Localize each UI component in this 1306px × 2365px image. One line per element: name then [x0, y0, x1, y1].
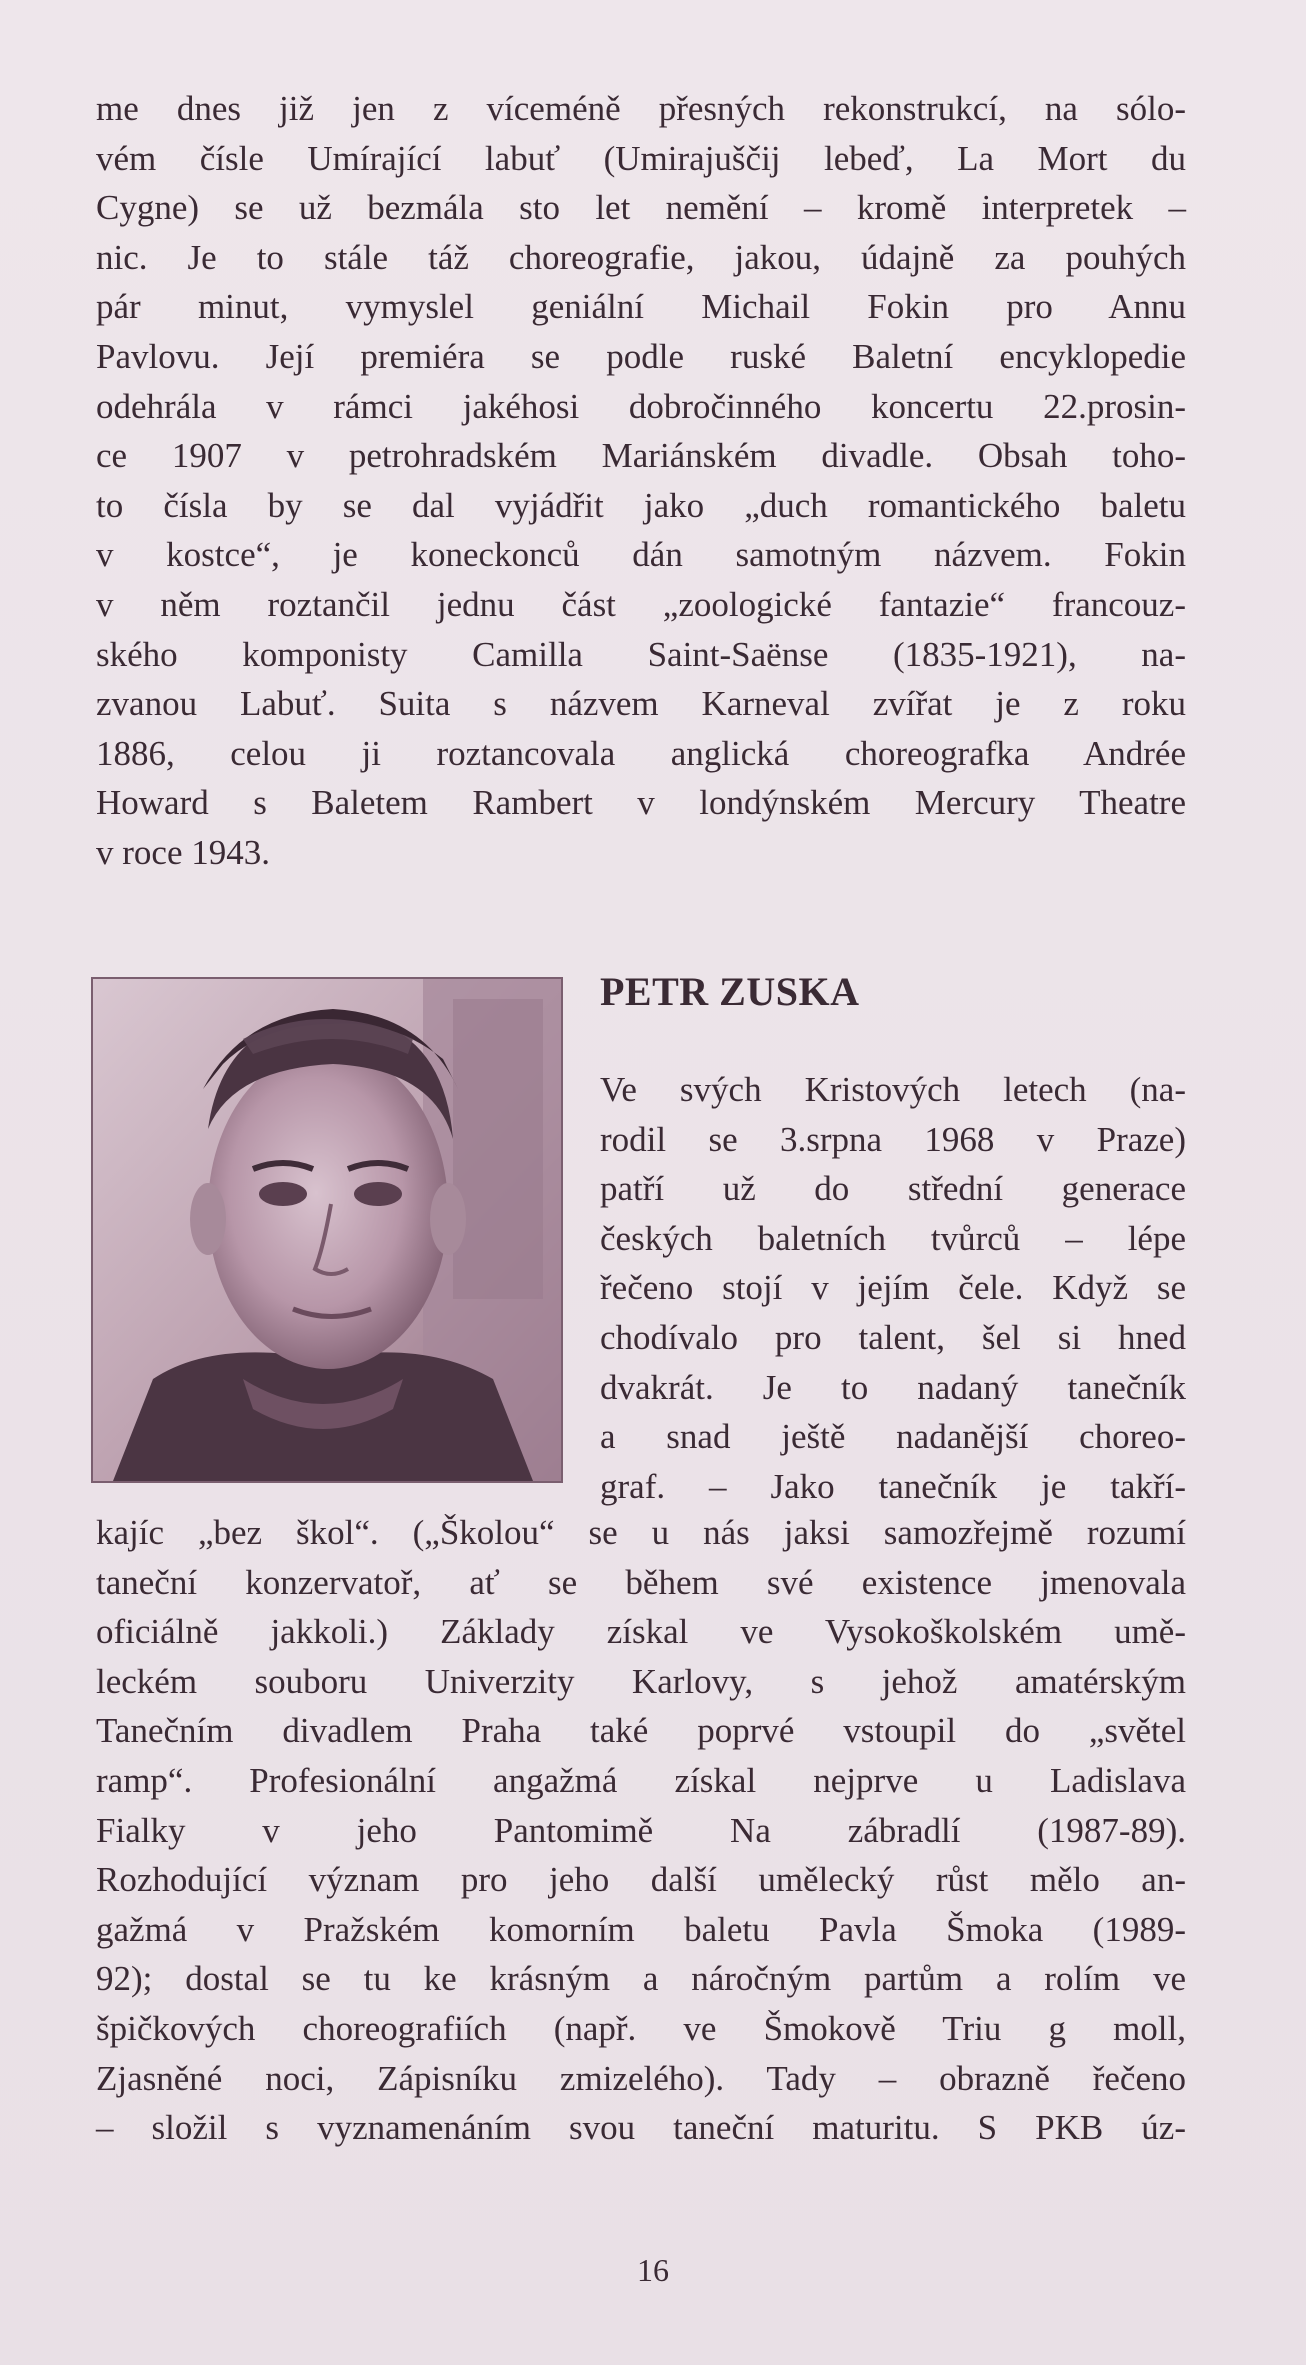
text-line: to čísla by se dal vyjádřit jako „duch romantického baletu [96, 485, 1186, 525]
intro-paragraph [96, 84, 1186, 878]
text-line: ramp“. Profesionální angažmá získal nejprve u Ladislava [96, 1760, 1186, 1800]
text-line: gažmá v Pražském komorním baletu Pavla Šmoka (1989- [96, 1909, 1186, 1949]
text-line: v něm roztančil jednu část „zoologické fantazie“ francouz- [96, 584, 1186, 624]
text-line: rodil se 3.srpna 1968 v Praze) [600, 1119, 1186, 1159]
text-line: oficiálně jakkoli.) Základy získal ve Vysokoškolském umě- [96, 1612, 1186, 1652]
text-line: Ve svých Kristových letech (na- [600, 1070, 1186, 1109]
text-line: ce 1907 v petrohradském Mariánském divadle. Obsah toho- [96, 436, 1186, 476]
portrait-illustration [93, 979, 561, 1481]
text-line: Pavlovu. Její premiéra se podle ruské Baletní encyklopedie [96, 336, 1186, 376]
text-line: nic. Je to stále táž choreografie, jakou, údajně za pouhých [96, 237, 1186, 277]
text-line: – složil s vyznamenáním svou taneční maturitu. S PKB úz- [96, 2108, 1186, 2148]
page-number: 16 [637, 2252, 669, 2288]
text-line: vém čísle Umírající labuť (Umirajuščij lebeď, La Mort du [96, 138, 1186, 178]
text-line: řečeno stojí v jejím čele. Když se [600, 1268, 1186, 1308]
text-line: pár minut, vymyslel geniální Michail Fokin pro Annu [96, 287, 1186, 327]
text-line: 92); dostal se tu ke krásným a náročným partům a rolím ve [96, 1959, 1186, 1999]
text-line: v kostce“, je koneckonců dán samotným názvem. Fokin [96, 535, 1186, 575]
text-line: Cygne) se už bezmála sto let nemění – kromě interpretek – [96, 188, 1186, 228]
text-line: leckém souboru Univerzity Karlovy, s jehož amatérským [96, 1661, 1186, 1701]
text-line: taneční konzervatoř, ať se během své existence jmenovala [96, 1562, 1186, 1602]
text-line: Fialky v jeho Pantomimě Na zábradlí (1987-89). [96, 1810, 1186, 1850]
portrait-photo [91, 977, 563, 1483]
text-line: a snad ještě nadanější choreo- [600, 1417, 1186, 1457]
profile-paragraph-narrow [600, 1065, 1186, 1511]
text-line: českých baletních tvůrců – lépe [600, 1218, 1186, 1258]
text-line: Howard s Baletem Rambert v londýnském Mercury Theatre [96, 783, 1186, 823]
text-line: patří už do střední generace [600, 1169, 1186, 1209]
text-line: Rozhodující význam pro jeho další umělecký růst mělo an- [96, 1860, 1186, 1900]
text-line: kajíc „bez škol“. („Školou“ se u nás jaksi samozřejmě rozumí [96, 1513, 1186, 1552]
profile-paragraph-wide [96, 1508, 1186, 2153]
text-line: chodívalo pro talent, šel si hned [600, 1317, 1186, 1357]
text-line: me dnes již jen z víceméně přesných rekonstrukcí, na sólo- [96, 89, 1186, 128]
text-line: Zjasněné noci, Zápisníku zmizelého). Tady – obrazně řečeno [96, 2058, 1186, 2098]
text-line: ského komponisty Camilla Saint-Saënse (1835-1921), na- [96, 634, 1186, 674]
text-line: Tanečním divadlem Praha také poprvé vstoupil do „světel [96, 1711, 1186, 1751]
text-line: špičkových choreografiích (např. ve Šmokově Triu g moll, [96, 2008, 1186, 2048]
text-line: graf. – Jako tanečník je takří- [600, 1466, 1186, 1506]
text-line: dvakrát. Je to nadaný tanečník [600, 1367, 1186, 1407]
text-line: odehrála v rámci jakéhosi dobročinného koncertu 22.prosin- [96, 386, 1186, 426]
profile-heading: PETR ZUSKA [600, 969, 860, 1014]
text-line: 1886, celou ji roztancovala anglická choreografka Andrée [96, 733, 1186, 773]
text-line: v roce 1943. [96, 832, 270, 872]
text-line: zvanou Labuť. Suita s názvem Karneval zvířat je z roku [96, 684, 1186, 724]
